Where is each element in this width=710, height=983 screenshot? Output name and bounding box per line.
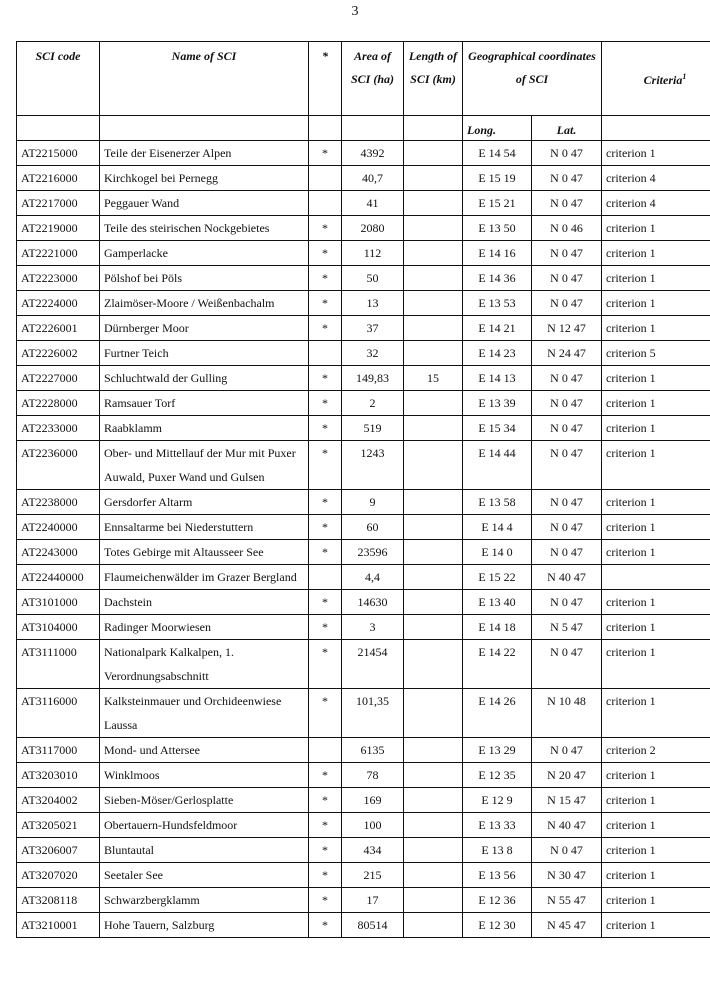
cell-priority-star: * [309,763,342,788]
subheader-empty-code [17,116,100,141]
cell-length [404,838,463,863]
cell-longitude: E 13 53 [463,291,532,316]
table-row [17,515,710,540]
cell-length [404,266,463,291]
cell-latitude: N 40 47 [532,565,602,590]
header-criteria-label: Criteria [643,73,683,87]
cell-priority-star: * [309,615,342,640]
cell-area: 60 [342,515,404,540]
cell-longitude: E 12 30 [463,913,532,938]
cell-latitude: N 55 47 [532,888,602,913]
cell-criteria: criterion 1 [602,141,710,166]
cell-priority-star [309,166,342,191]
cell-criteria: criterion 1 [602,689,710,738]
table-row [17,615,710,640]
table-row [17,590,710,615]
cell-sci-code: AT3111000 [17,640,100,689]
cell-criteria: criterion 1 [602,490,710,515]
cell-longitude: E 14 13 [463,366,532,391]
table-row [17,813,710,838]
cell-priority-star: * [309,689,342,738]
cell-priority-star [309,191,342,216]
cell-sci-code: AT3101000 [17,590,100,615]
cell-area: 101,35 [342,689,404,738]
cell-priority-star: * [309,391,342,416]
cell-sci-code: AT3207020 [17,863,100,888]
table-row [17,838,710,863]
cell-latitude: N 0 47 [532,416,602,441]
cell-priority-star: * [309,241,342,266]
cell-latitude: N 0 47 [532,441,602,490]
cell-sci-code: AT2228000 [17,391,100,416]
cell-longitude: E 14 26 [463,689,532,738]
table-row [17,689,710,738]
cell-length [404,490,463,515]
cell-longitude: E 14 44 [463,441,532,490]
cell-length [404,913,463,938]
cell-sci-code: AT2233000 [17,416,100,441]
cell-priority-star: * [309,416,342,441]
cell-priority-star: * [309,913,342,938]
header-longitude: Long. [463,116,532,141]
cell-latitude: N 5 47 [532,615,602,640]
cell-latitude: N 24 47 [532,341,602,366]
table-row [17,738,710,763]
cell-criteria: criterion 1 [602,540,710,565]
cell-length [404,391,463,416]
cell-sci-code: AT2236000 [17,441,100,490]
cell-area: 1243 [342,441,404,490]
cell-latitude: N 0 47 [532,366,602,391]
cell-latitude: N 0 47 [532,540,602,565]
cell-sci-code: AT3204002 [17,788,100,813]
cell-priority-star: * [309,813,342,838]
cell-name: Dürnberger Moor [100,316,309,341]
subheader-empty-length [404,116,463,141]
cell-area: 4,4 [342,565,404,590]
cell-length [404,341,463,366]
cell-priority-star: * [309,441,342,490]
cell-longitude: E 14 16 [463,241,532,266]
cell-area: 2080 [342,216,404,241]
cell-criteria: criterion 1 [602,813,710,838]
criteria-footnote-marker: 1 [682,72,687,81]
subheader-empty-criteria [602,116,710,141]
table-row [17,316,710,341]
cell-area: 9 [342,490,404,515]
cell-latitude: N 45 47 [532,913,602,938]
cell-priority-star [309,738,342,763]
cell-length [404,813,463,838]
cell-latitude: N 12 47 [532,316,602,341]
cell-priority-star: * [309,540,342,565]
cell-name: Seetaler See [100,863,309,888]
cell-criteria [602,565,710,590]
subheader-empty-area [342,116,404,141]
cell-longitude: E 15 19 [463,166,532,191]
cell-area: 17 [342,888,404,913]
cell-name: Nationalpark Kalkalpen, 1. Verordnungsabschnitt [100,640,309,689]
cell-sci-code: AT3117000 [17,738,100,763]
cell-name: Hohe Tauern, Salzburg [100,913,309,938]
cell-criteria: criterion 1 [602,838,710,863]
cell-length [404,216,463,241]
cell-name: Winklmoos [100,763,309,788]
cell-area: 169 [342,788,404,813]
cell-name: Gersdorfer Altarm [100,490,309,515]
cell-latitude: N 0 47 [532,640,602,689]
cell-sci-code: AT2226001 [17,316,100,341]
cell-name: Radinger Moorwiesen [100,615,309,640]
cell-name: Bluntautal [100,838,309,863]
cell-area: 215 [342,863,404,888]
cell-length [404,763,463,788]
header-criteria [602,42,710,116]
cell-latitude: N 0 47 [532,266,602,291]
cell-criteria: criterion 1 [602,316,710,341]
cell-area: 37 [342,316,404,341]
cell-name: Ramsauer Torf [100,391,309,416]
cell-length [404,540,463,565]
cell-priority-star [309,565,342,590]
cell-longitude: E 12 36 [463,888,532,913]
cell-latitude: N 0 47 [532,738,602,763]
table-row [17,216,710,241]
cell-name: Pölshof bei Pöls [100,266,309,291]
cell-area: 6135 [342,738,404,763]
table-row [17,763,710,788]
cell-longitude: E 14 54 [463,141,532,166]
table-row [17,191,710,216]
cell-sci-code: AT2226002 [17,341,100,366]
cell-length [404,441,463,490]
cell-longitude: E 14 36 [463,266,532,291]
cell-longitude: E 13 39 [463,391,532,416]
cell-sci-code: AT3203010 [17,763,100,788]
cell-area: 21454 [342,640,404,689]
cell-criteria: criterion 5 [602,341,710,366]
subheader-empty-star [309,116,342,141]
cell-name: Totes Gebirge mit Altausseer See [100,540,309,565]
header-priority-star: * [309,42,342,116]
cell-criteria: criterion 1 [602,763,710,788]
cell-sci-code: AT3104000 [17,615,100,640]
cell-priority-star: * [309,216,342,241]
cell-criteria: criterion 1 [602,590,710,615]
cell-area: 78 [342,763,404,788]
cell-longitude: E 14 4 [463,515,532,540]
cell-length [404,515,463,540]
cell-longitude: E 14 21 [463,316,532,341]
cell-criteria: criterion 2 [602,738,710,763]
cell-sci-code: AT22440000 [17,565,100,590]
cell-longitude: E 13 8 [463,838,532,863]
cell-sci-code: AT2224000 [17,291,100,316]
table-row [17,141,710,166]
cell-sci-code: AT3206007 [17,838,100,863]
cell-length [404,615,463,640]
cell-area: 14630 [342,590,404,615]
table-row [17,241,710,266]
header-name: Name of SCI [100,42,309,116]
cell-sci-code: AT2238000 [17,490,100,515]
cell-name: Obertauern-Hundsfeldmoor [100,813,309,838]
cell-length [404,191,463,216]
cell-longitude: E 15 22 [463,565,532,590]
cell-sci-code: AT3208118 [17,888,100,913]
cell-priority-star: * [309,788,342,813]
cell-name: Gamperlacke [100,241,309,266]
cell-latitude: N 0 47 [532,291,602,316]
cell-longitude: E 13 56 [463,863,532,888]
cell-longitude: E 13 58 [463,490,532,515]
cell-priority-star: * [309,863,342,888]
cell-criteria: criterion 1 [602,441,710,490]
cell-longitude: E 13 40 [463,590,532,615]
cell-latitude: N 10 48 [532,689,602,738]
table-row [17,640,710,689]
cell-longitude: E 14 0 [463,540,532,565]
cell-name: Ennsaltarme bei Niederstuttern [100,515,309,540]
cell-criteria: criterion 1 [602,640,710,689]
cell-length [404,565,463,590]
cell-length [404,640,463,689]
cell-longitude: E 13 33 [463,813,532,838]
cell-priority-star: * [309,366,342,391]
table-row [17,913,710,938]
cell-length: 15 [404,366,463,391]
cell-criteria: criterion 4 [602,191,710,216]
cell-length [404,291,463,316]
cell-name: Teile des steirischen Nockgebietes [100,216,309,241]
table-row [17,565,710,590]
cell-latitude: N 0 46 [532,216,602,241]
cell-area: 3 [342,615,404,640]
cell-longitude: E 14 23 [463,341,532,366]
cell-criteria: criterion 1 [602,291,710,316]
header-area: Area of SCI (ha) [342,42,404,116]
cell-longitude: E 13 29 [463,738,532,763]
cell-name: Schluchtwald der Gulling [100,366,309,391]
cell-priority-star: * [309,838,342,863]
subheader-empty-name [100,116,309,141]
cell-criteria: criterion 1 [602,888,710,913]
cell-priority-star: * [309,590,342,615]
cell-criteria: criterion 1 [602,266,710,291]
table-row [17,416,710,441]
cell-longitude: E 15 21 [463,191,532,216]
cell-criteria: criterion 1 [602,615,710,640]
table-row [17,888,710,913]
cell-criteria: criterion 4 [602,166,710,191]
header-length: Length of SCI (km) [404,42,463,116]
cell-area: 41 [342,191,404,216]
cell-name: Kirchkogel bei Pernegg [100,166,309,191]
table-row [17,291,710,316]
cell-latitude: N 0 47 [532,590,602,615]
cell-sci-code: AT2216000 [17,166,100,191]
sci-table [16,41,710,938]
cell-name: Kalksteinmauer und Orchideenwiese Laussa [100,689,309,738]
cell-sci-code: AT2215000 [17,141,100,166]
cell-length [404,888,463,913]
cell-sci-code: AT2221000 [17,241,100,266]
cell-sci-code: AT2243000 [17,540,100,565]
cell-area: 80514 [342,913,404,938]
header-geo-coordinates: Geographical coordinates of SCI [463,42,602,116]
cell-sci-code: AT2227000 [17,366,100,391]
cell-sci-code: AT3205021 [17,813,100,838]
cell-area: 50 [342,266,404,291]
subheader-row [17,116,710,141]
cell-area: 112 [342,241,404,266]
cell-priority-star: * [309,640,342,689]
cell-latitude: N 0 47 [532,838,602,863]
table-row [17,341,710,366]
cell-priority-star: * [309,316,342,341]
cell-name: Raabklamm [100,416,309,441]
header-sci-code: SCI code [17,42,100,116]
cell-length [404,863,463,888]
cell-area: 519 [342,416,404,441]
cell-criteria: criterion 1 [602,416,710,441]
cell-sci-code: AT3116000 [17,689,100,738]
table-row [17,490,710,515]
cell-area: 100 [342,813,404,838]
cell-latitude: N 20 47 [532,763,602,788]
cell-latitude: N 30 47 [532,863,602,888]
cell-criteria: criterion 1 [602,366,710,391]
cell-name: Mond- und Attersee [100,738,309,763]
cell-criteria: criterion 1 [602,241,710,266]
cell-area: 23596 [342,540,404,565]
cell-name: Flaumeichenwälder im Grazer Bergland [100,565,309,590]
cell-length [404,738,463,763]
cell-latitude: N 0 47 [532,490,602,515]
cell-criteria: criterion 1 [602,216,710,241]
cell-area: 2 [342,391,404,416]
cell-sci-code: AT2223000 [17,266,100,291]
cell-name: Furtner Teich [100,341,309,366]
cell-latitude: N 40 47 [532,813,602,838]
cell-latitude: N 0 47 [532,391,602,416]
cell-priority-star: * [309,291,342,316]
cell-latitude: N 0 47 [532,241,602,266]
cell-longitude: E 14 18 [463,615,532,640]
cell-longitude: E 13 50 [463,216,532,241]
cell-area: 434 [342,838,404,863]
cell-priority-star: * [309,515,342,540]
cell-length [404,416,463,441]
cell-length [404,241,463,266]
cell-criteria: criterion 1 [602,515,710,540]
table-row [17,788,710,813]
cell-length [404,141,463,166]
cell-length [404,590,463,615]
page-number: 3 [351,4,359,19]
cell-name: Schwarzbergklamm [100,888,309,913]
table-row [17,540,710,565]
cell-name: Sieben-Möser/Gerlosplatte [100,788,309,813]
cell-priority-star [309,341,342,366]
cell-area: 32 [342,341,404,366]
cell-length [404,316,463,341]
cell-priority-star: * [309,490,342,515]
cell-criteria: criterion 1 [602,391,710,416]
cell-latitude: N 0 47 [532,166,602,191]
cell-area: 149,83 [342,366,404,391]
cell-priority-star: * [309,141,342,166]
cell-area: 13 [342,291,404,316]
cell-latitude: N 0 47 [532,515,602,540]
table-row [17,366,710,391]
cell-sci-code: AT2240000 [17,515,100,540]
table-row [17,863,710,888]
cell-latitude: N 0 47 [532,191,602,216]
cell-sci-code: AT3210001 [17,913,100,938]
cell-priority-star: * [309,888,342,913]
cell-name: Dachstein [100,590,309,615]
cell-latitude: N 0 47 [532,141,602,166]
cell-name: Teile der Eisenerzer Alpen [100,141,309,166]
cell-longitude: E 14 22 [463,640,532,689]
cell-name: Ober- und Mittellauf der Mur mit Puxer Auwald, Puxer Wand und Gulsen [100,441,309,490]
cell-name: Zlaimöser-Moore / Weißenbachalm [100,291,309,316]
header-row [17,42,710,116]
cell-sci-code: AT2219000 [17,216,100,241]
table-row [17,391,710,416]
cell-area: 40,7 [342,166,404,191]
cell-length [404,689,463,738]
cell-longitude: E 15 34 [463,416,532,441]
header-latitude: Lat. [532,116,602,141]
cell-criteria: criterion 1 [602,788,710,813]
cell-criteria: criterion 1 [602,913,710,938]
cell-longitude: E 12 35 [463,763,532,788]
table-row [17,166,710,191]
cell-name: Peggauer Wand [100,191,309,216]
cell-longitude: E 12 9 [463,788,532,813]
table-body [17,141,710,938]
cell-area: 4392 [342,141,404,166]
cell-length [404,788,463,813]
cell-latitude: N 15 47 [532,788,602,813]
cell-length [404,166,463,191]
cell-criteria: criterion 1 [602,863,710,888]
table-row [17,441,710,490]
cell-priority-star: * [309,266,342,291]
cell-sci-code: AT2217000 [17,191,100,216]
table-row [17,266,710,291]
